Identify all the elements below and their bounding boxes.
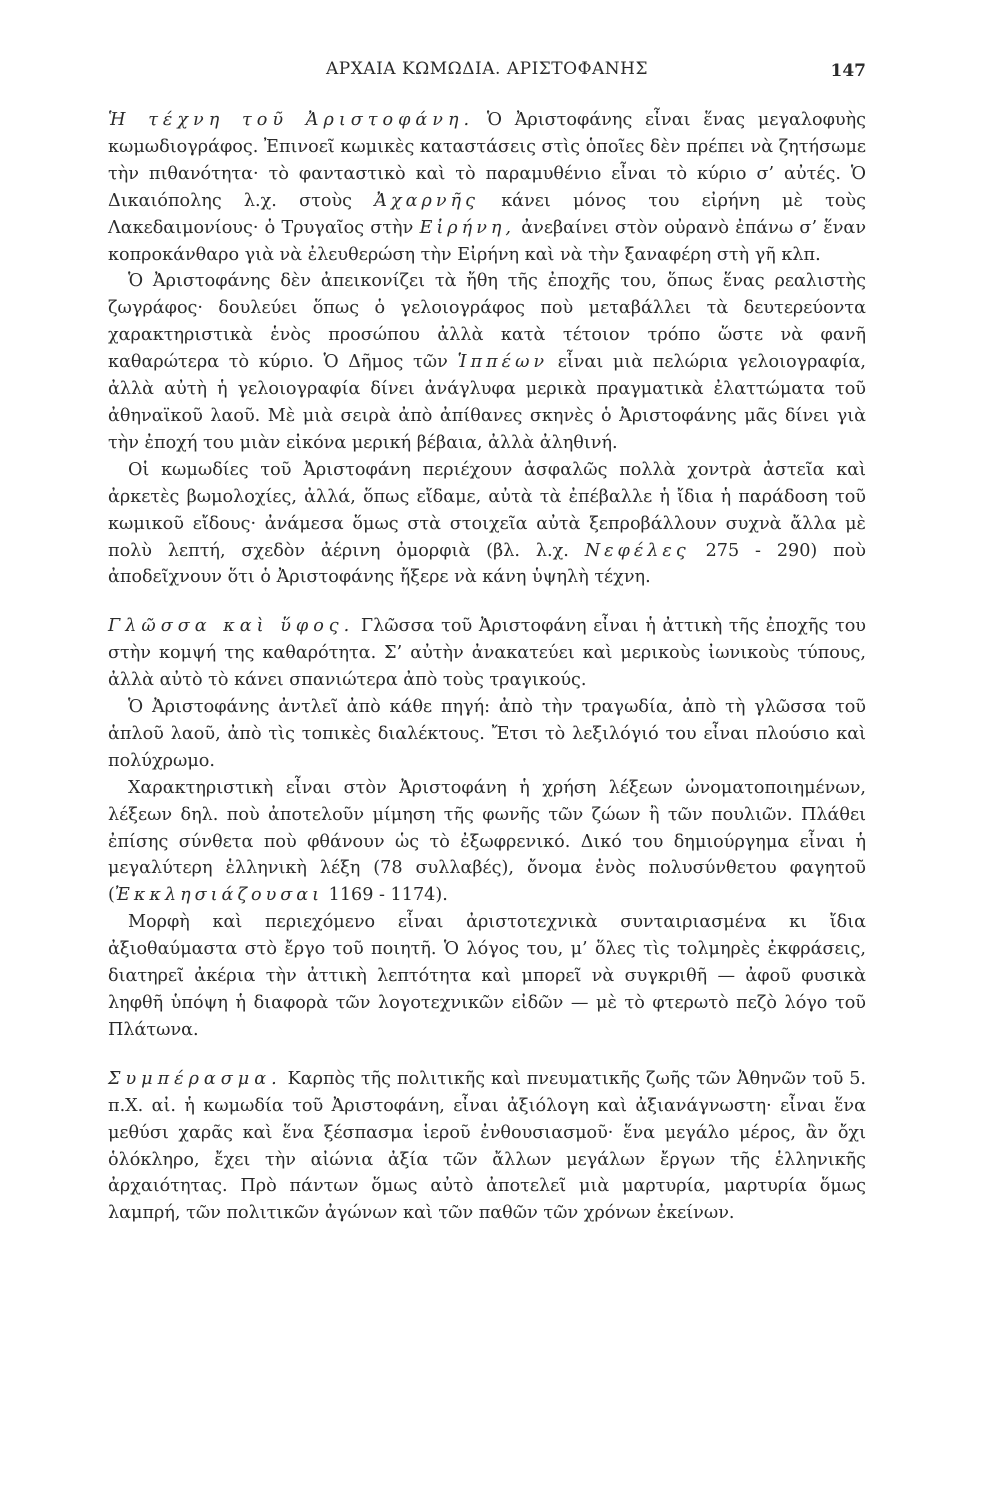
work-title: Ἱππέων [457, 352, 549, 373]
paragraph [108, 1066, 866, 1227]
work-title: Εἰρήνη, [419, 217, 516, 238]
paragraph-text: Ὁ Ἀριστοφάνης ἀντλεῖ ἀπὸ κάθε πηγή: ἀπὸ τὴν τραγωδία, ἀπὸ τὴ γλῶσσα τοῦ ἁπλοῦ λαοῦ, ἀπὸ τὶς τοπικὲς διαλέκτους. Ἔτσι τὸ λεξιλόγιό του εἶναι πλούσιο καὶ πολύχρωμο. [108, 697, 866, 771]
paragraph-text: Οἱ κωμωδίες τοῦ Ἀριστοφάνη περιέχουν ἀσφαλῶς πολλὰ χοντρὰ ἀστεῖα καὶ ἀρκετὲς βωμολοχίες, ἀλλά, ὅπως εἴδαμε, αὐτὰ τὰ ἐπέβαλλε ἡ ἴδια ἡ παράδοση τοῦ κωμικοῦ εἴδους· ἀνάμεσα ὅμως στὰ στοιχεῖα αὐτὰ ξεπροβάλλουν συχνὰ ἄλλα μὲ πολὺ λεπτή, σχεδὸν ἀέρινη ὀμορφιὰ (βλ. λ.χ. [108, 459, 866, 561]
book-page [108, 55, 866, 1249]
paragraph-text: εἶναι μιὰ πελώρια γελοιογραφία, ἀλλὰ αὐτὴ ἡ γελοιογραφία δίνει ἀνάγλυφα μερικὰ πραγματικὰ ἐλαττώματα τοῦ ἀθηναϊκοῦ λαοῦ. Μὲ μιὰ σειρὰ ἀπὸ ἀπίθανες σκηνὲς ὁ Ἀριστοφάνης μᾶς δίνει γιὰ τὴν ἐποχή του μιὰν εἰκόνα μερική βέβαια, ἀλλὰ ἀληθινή. [108, 352, 867, 453]
paragraph-text: 275 - 290) ποὺ ἀποδεῖχνουν ὅτι ὁ Ἀριστοφάνης ἤξερε νὰ κάνη ὑψηλὴ τέχνη. [108, 540, 866, 588]
paragraph [108, 457, 866, 592]
paragraph-text: Καρπὸς τῆς πολιτικῆς καὶ πνευματικῆς ζωῆς τῶν Ἀθηνῶν τοῦ 5. π.Χ. αἰ. ἡ κωμωδία τοῦ Ἀριστοφάνη, εἶναι ἀξιόλογη καὶ ἀξιανάγνωστη· εἶναι ἕνα μεθύσι χαρᾶς καὶ ἕνα ξέσπασμα ἱεροῦ ἐνθουσιασμοῦ· ἕνα μεγάλο μέρος, ἂν ὄχι ὁλόκληρο, ἔχει τὴν αἰώνια ἀξία τῶν ἄλλων μεγάλων ἔργων τῆς ἑλληνικῆς ἀρχαιότητας. Πρὸ πάντων ὅμως αὐτὸ ἀποτελεῖ μιὰ μαρτυρία, μαρτυρία ὅμως λαμπρή, τῶν πολιτικῶν ἀγώνων καὶ τῶν παθῶν τῶν χρόνων ἐκείνων. [108, 1068, 867, 1224]
work-title: Ἀχαρνῆς [374, 190, 479, 211]
section-heading: Γλῶσσα καὶ ὕφος. [108, 616, 355, 637]
paragraph [108, 694, 866, 775]
section-heading: Συμπέρασμα. [108, 1068, 282, 1089]
work-title: Νεφέλες [584, 540, 690, 561]
running-header [108, 55, 866, 85]
section-symperasma [108, 1066, 866, 1227]
paragraph-text: Ὁ Ἀριστοφάνης εἶναι ἕνας μεγαλοφυὴς κωμωδιογράφος. Ἐπινοεῖ κωμικὲς καταστάσεις στὶς ὁποῖες δὲν πρέπει νὰ ζητήσωμε τὴν πιθανότητα· τὸ φανταστικὸ καὶ τὸ παραμυθένιο εἶναι τὸ κύριο σ’ αὐτές. Ὁ Δικαιόπολης λ.χ. στοὺς [108, 110, 866, 211]
work-title: Ἐκκλησιάζουσαι [114, 885, 324, 906]
page-number: 147 [830, 61, 866, 81]
paragraph-text: ἀνεβαίνει στὸν οὐρανὸ ἐπάνω σ’ ἕναν κοπροκάνθαρο γιὰ νὰ ἐλευθερώση τὴν Εἰρήνη καὶ νὰ τὴν ξαναφέρη στὴ γῆ κλπ. [108, 217, 867, 265]
section-heading: Ἡ τέχνη τοῦ Ἀριστοφάνη. [108, 110, 475, 130]
paragraph [108, 613, 866, 694]
paragraph-text: Μορφὴ καὶ περιεχόμενο εἶναι ἀριστοτεχνικὰ συνταιριασμένα κι ἴδια ἀξιοθαύμαστα στὸ ἔργο τοῦ ποιητῆ. Ὁ λόγος του, μ’ ὅλες τὶς τολμηρὲς ἐκφράσεις, διατηρεῖ ἀκέρια τὴν ἀττικὴ λεπτότητα καὶ μπορεῖ νὰ συγκριθῆ — ἀφοῦ φυσικὰ ληφθῆ ὑπόψη ἡ διαφορὰ τῶν λογοτεχνικῶν εἰδῶν — μὲ τὸ φτερωτὸ πεζὸ λόγο τοῦ Πλάτωνα. [108, 912, 866, 1040]
section-techne [108, 107, 866, 591]
paragraph-text: 1169 - 1174). [328, 885, 448, 906]
running-title: ΑΡΧΑΙΑ ΚΩΜΩΔΙΑ. ΑΡΙΣΤΟΦΑΝΗΣ [325, 59, 649, 79]
section-glossa [108, 613, 866, 1044]
paragraph [108, 107, 866, 268]
paragraph [108, 268, 866, 456]
paragraph [108, 909, 866, 1044]
paragraph [108, 775, 866, 910]
paragraph-text: Χαρακτηριστικὴ εἶναι στὸν Ἀριστοφάνη ἡ χρήση λέξεων ὠνοματοποιημένων, λέξεων δηλ. ποὺ ἀποτελοῦν μίμηση τῆς φωνῆς τῶν ζώων ἢ τῶν πουλιῶν. Πλάθει ἐπίσης σύνθετα ποὺ φθάνουν ὡς τὸ ἐξωφρενικό. Δικό του δημιούργημα εἶναι ἡ μεγαλύτερη ἑλληνικὴ λέξη (78 συλλαβές), ὄνομα ἑνὸς πολυσύνθετου φαγητοῦ ( [108, 777, 866, 906]
paragraph-text: κάνει μόνος του εἰρήνη μὲ τοὺς Λακεδαιμονίους· ὁ Τρυγαῖος στὴν [108, 190, 867, 238]
paragraph-text: Γλῶσσα τοῦ Ἀριστοφάνη εἶναι ἡ ἀττικὴ τῆς ἐποχῆς του στὴν κομψή της καθαρότητα. Σ’ αὐτὴν ἀνακατεύει καὶ μερικοὺς ἰωνικοὺς τύπους, ἀλλὰ αὐτὸ τὸ κάνει σπανιώτερα ἀπὸ τοὺς τραγικούς. [108, 616, 867, 691]
paragraph-text: Ὁ Ἀριστοφάνης δὲν ἀπεικονίζει τὰ ἤθη τῆς ἐποχῆς του, ὅπως ἕνας ρεαλιστὴς ζωγράφος· δουλεύει ὅπως ὁ γελοιογράφος ποὺ μεταβάλλει τὰ δευτερεύοντα χαρακτηριστικὰ ἑνὸς προσώπου ἀλλὰ κατὰ τέτοιον τρόπο ὥστε νὰ φανῆ καθαρώτερα τὸ κύριο. Ὁ Δῆμος τῶν [108, 271, 866, 373]
